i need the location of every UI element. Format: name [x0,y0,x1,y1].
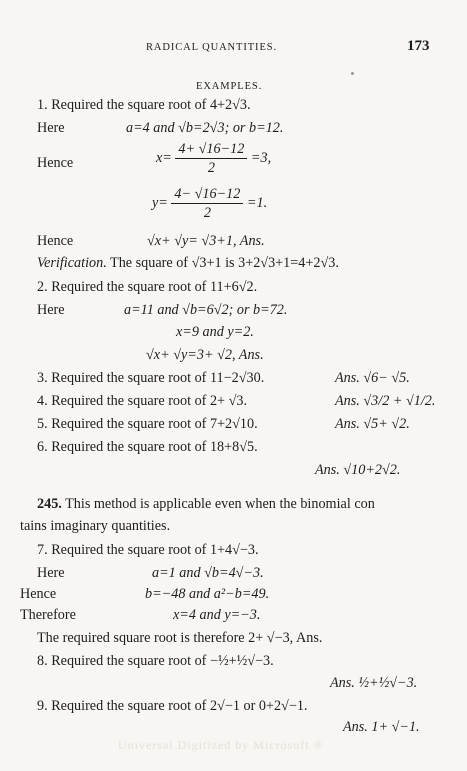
x-rhs: =3, [250,150,272,167]
y-fraction [171,186,243,222]
speck-mark [351,72,354,75]
running-title: RADICAL QUANTITIES. [146,42,278,53]
y-lhs: y= [152,195,168,212]
example-1-x-equation [156,141,271,177]
example-1-hence2-label: Hence [37,233,74,249]
example-2-question: 2. Required the square root of 11+6√2. [37,279,258,295]
example-9-answer: Ans. 1+ √−1. [343,719,420,735]
example-7-hence-expr: b=−48 and a²−b=49. [145,586,270,602]
example-2-answer: √x+ √y=3+ √2, Ans. [146,347,264,363]
example-4-answer: Ans. √3/2 + √1/2. [335,393,436,409]
example-7-conclusion: The required square root is therefore 2+ √−3, Ans. [37,630,323,646]
section-245-number: 245. [37,496,62,512]
example-2-xy-values: x=9 and y=2. [176,324,254,340]
example-7-here-label: Here [37,565,65,581]
y-rhs: =1. [246,195,268,212]
example-2-here-label: Here [37,302,65,318]
example-3-answer: Ans. √6− √5. [335,370,410,386]
section-245-text-1: This method is applicable even when the binomial con [61,496,375,512]
example-5-answer: Ans. √5+ √2. [335,416,410,432]
page-number: 173 [407,38,430,54]
example-7-here-expr: a=1 and √b=4√−3. [152,565,264,581]
example-1-verification [37,255,339,271]
y-numerator: 4− √16−12 [171,186,243,204]
example-8-answer: Ans. ½+½√−3. [330,675,418,691]
verification-label: Verification. [37,255,107,271]
example-9-question: 9. Required the square root of 2√−1 or 0+2√−1. [37,698,308,714]
example-1-hence-label: Hence [37,155,74,171]
y-denominator: 2 [203,205,211,222]
example-7-hence-label: Hence [20,586,57,602]
example-1-answer: √x+ √y= √3+1, Ans. [147,233,265,249]
example-1-y-equation [152,186,267,222]
section-245-line-1 [37,496,375,512]
example-6-question: 6. Required the square root of 18+8√5. [37,439,258,455]
example-7-question: 7. Required the square root of 1+4√−3. [37,542,259,558]
example-1-here-label: Here [37,120,65,136]
x-lhs: x= [156,150,172,167]
example-6-answer: Ans. √10+2√2. [315,462,401,478]
example-3-question: 3. Required the square root of 11−2√30. [37,370,265,386]
example-5-question: 5. Required the square root of 7+2√10. [37,416,258,432]
example-7-therefore-label: Therefore [20,607,76,623]
example-1-here-expr: a=4 and √b=2√3; or b=12. [126,120,284,136]
verification-text: The square of √3+1 is 3+2√3+1=4+2√3. [106,255,339,271]
example-2-here-expr: a=11 and √b=6√2; or b=72. [124,302,288,318]
x-denominator: 2 [207,160,215,177]
example-4-question: 4. Required the square root of 2+ √3. [37,393,248,409]
example-8-question: 8. Required the square root of −½+½√−3. [37,653,274,669]
example-1-question: 1. Required the square root of 4+2√3. [37,97,251,113]
x-fraction [175,141,247,177]
x-numerator: 4+ √16−12 [175,141,247,159]
example-7-therefore-expr: x=4 and y=−3. [173,607,261,623]
section-245-line-2: tains imaginary quantities. [20,518,171,534]
footer-watermark: Universal Digitized by Microsoft ® [118,738,324,752]
examples-heading: EXAMPLES. [196,81,263,92]
